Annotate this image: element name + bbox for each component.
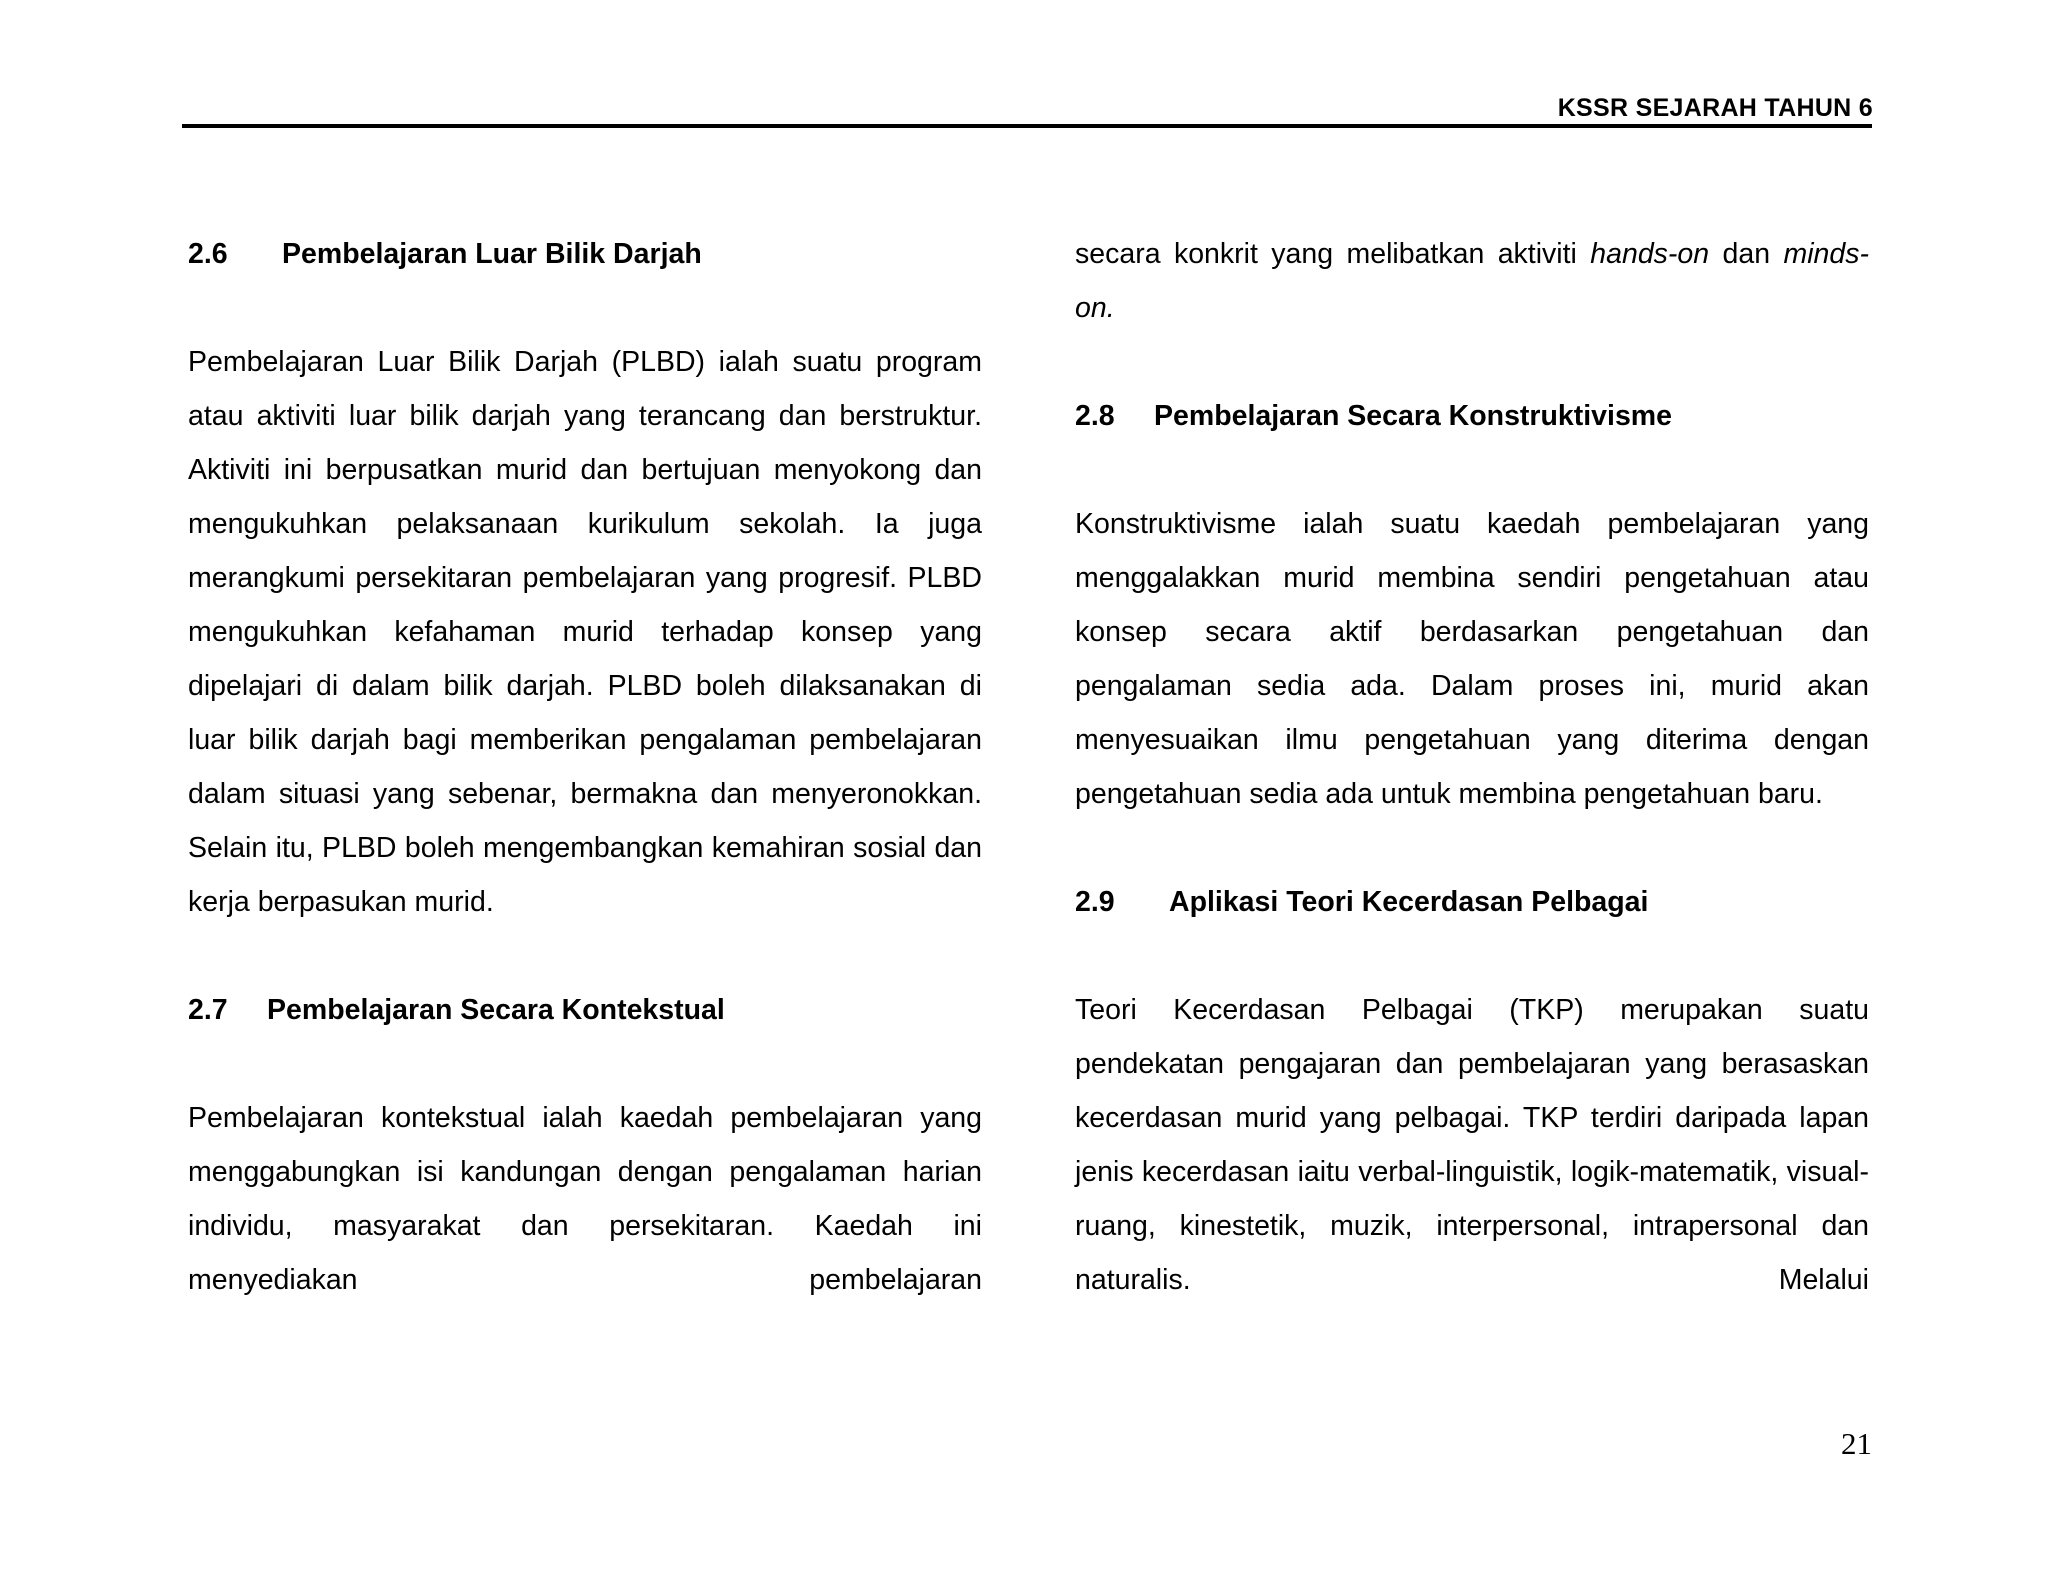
section-2-7-continued — [1075, 227, 1869, 335]
spacer — [1075, 929, 1869, 983]
page-number: 21 — [1841, 1426, 1872, 1461]
body-text: dan — [1709, 238, 1784, 270]
spacer — [1075, 443, 1869, 497]
italic-term: minds-on. — [1075, 238, 1869, 324]
header-rule — [182, 124, 1872, 128]
right-column — [1075, 227, 1869, 1307]
section-2-6-body: Pembelajaran Luar Bilik Darjah (PLBD) ialah suatu program atau aktiviti luar bilik darjah yang terancang dan berstruktur. Aktiviti ini berpusatkan murid dan bertujuan menyokong dan mengukuhkan pelaksanaan kurikulum sekolah. Ia juga merangkumi persekitaran pembelajaran yang progresif. PLBD mengukuhkan kefahaman murid terhadap konsep yang dipelajari di dalam bilik darjah. PLBD boleh dilaksanakan di luar bilik darjah bagi memberikan pengalaman pembelajaran dalam situasi yang sebenar, bermakna dan menyeronokkan. Selain itu, PLBD boleh mengembangkan kemahiran sosial dan kerja berpasukan murid. — [188, 346, 982, 918]
section-2-9-heading — [1075, 875, 1869, 929]
italic-term: hands-on — [1590, 238, 1710, 270]
section-title: Pembelajaran Luar Bilik Darjah — [282, 238, 702, 270]
section-2-9-body: Teori Kecerdasan Pelbagai (TKP) merupakan suatu pendekatan pengajaran dan pembelajaran yang berasaskan kecerdasan murid yang pelbagai. TKP terdiri daripada lapan jenis kecerdasan iaitu verbal-linguistik, logik-matematik, visual-ruang, kinestetik, muzik, interpersonal, intrapersonal dan naturalis. Melalui — [1075, 994, 1869, 1296]
section-title: Pembelajaran Secara Kontekstual — [267, 994, 725, 1026]
section-title: Pembelajaran Secara Konstruktivisme — [1154, 400, 1672, 432]
spacer — [1075, 335, 1869, 389]
spacer — [1075, 821, 1869, 875]
section-2-7-body: Pembelajaran kontekstual ialah kaedah pembelajaran yang menggabungkan isi kandungan dengan pengalaman harian individu, masyarakat dan persekitaran. Kaedah ini menyediakan pembelajaran — [188, 1102, 982, 1296]
spacer — [188, 929, 982, 983]
spacer — [188, 281, 982, 335]
section-2-6-heading — [188, 227, 982, 281]
left-column — [188, 227, 982, 1307]
section-number: 2.9 — [1075, 886, 1115, 918]
header-title: KSSR SEJARAH TAHUN 6 — [1557, 94, 1873, 122]
section-number: 2.8 — [1075, 400, 1115, 432]
section-2-7-heading — [188, 983, 982, 1037]
body-text: secara konkrit yang melibatkan aktiviti — [1075, 238, 1591, 270]
section-number: 2.6 — [188, 238, 228, 270]
section-title: Aplikasi Teori Kecerdasan Pelbagai — [1169, 886, 1649, 918]
section-2-8-body: Konstruktivisme ialah suatu kaedah pembelajaran yang menggalakkan murid membina sendiri pengetahuan atau konsep secara aktif berdasarkan pengetahuan dan pengalaman sedia ada. Dalam proses ini, murid akan menyesuaikan ilmu pengetahuan yang diterima dengan pengetahuan sedia ada untuk membina pengetahuan baru. — [1075, 508, 1869, 810]
spacer — [188, 1037, 982, 1091]
section-2-8-heading — [1075, 389, 1869, 443]
section-number: 2.7 — [188, 994, 228, 1026]
